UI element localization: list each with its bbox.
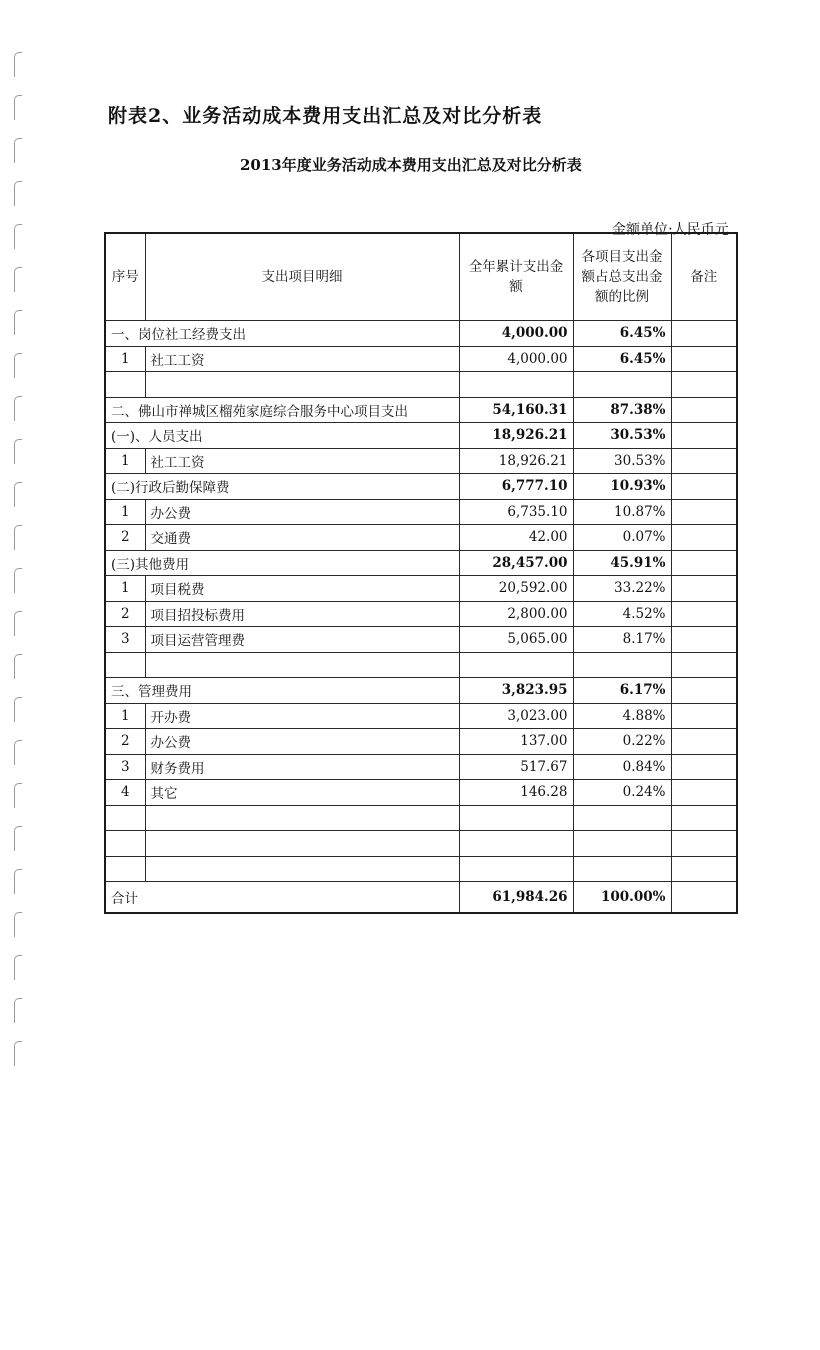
- seq-cell: 1: [105, 703, 145, 729]
- note-cell: [671, 372, 737, 398]
- note-cell: [671, 576, 737, 602]
- ratio-cell: [573, 652, 671, 678]
- section-label: (三)其他费用: [105, 550, 459, 576]
- seq-cell: 1: [105, 448, 145, 474]
- note-cell: [671, 856, 737, 882]
- section-row: [105, 397, 737, 423]
- section-label: (一)、人员支出: [105, 423, 459, 449]
- amount-cell: 137.00: [459, 729, 573, 755]
- seq-cell: 1: [105, 346, 145, 372]
- amount-cell: [459, 372, 573, 398]
- ratio-cell: 6.17%: [573, 678, 671, 704]
- blank-row: [105, 856, 737, 882]
- amount-cell: 42.00: [459, 525, 573, 551]
- amount-cell: 54,160.31: [459, 397, 573, 423]
- header-seq: 序号: [105, 233, 145, 321]
- table-row: [105, 525, 737, 551]
- seq-cell: 4: [105, 780, 145, 806]
- table-row: [105, 729, 737, 755]
- ratio-cell: 10.93%: [573, 474, 671, 500]
- note-cell: [671, 831, 737, 857]
- note-cell: [671, 703, 737, 729]
- table-row: [105, 780, 737, 806]
- blank-row: [105, 805, 737, 831]
- table-header-row: [105, 233, 737, 321]
- amount-cell: 6,735.10: [459, 499, 573, 525]
- item-label: 社工工资: [145, 346, 459, 372]
- ratio-cell: 30.53%: [573, 423, 671, 449]
- ratio-cell: [573, 831, 671, 857]
- section-row: [105, 550, 737, 576]
- amount-cell: 2,800.00: [459, 601, 573, 627]
- amount-cell: 4,000.00: [459, 346, 573, 372]
- seq-cell: 2: [105, 601, 145, 627]
- note-cell: [671, 652, 737, 678]
- item-label: 办公费: [145, 729, 459, 755]
- note-cell: [671, 499, 737, 525]
- amount-cell: [459, 652, 573, 678]
- ratio-cell: 6.45%: [573, 321, 671, 347]
- seq-cell: 1: [105, 576, 145, 602]
- header-note: 备注: [671, 233, 737, 321]
- table-row: [105, 499, 737, 525]
- section-label: (二)行政后勤保障费: [105, 474, 459, 500]
- item-label: 项目招投标费用: [145, 601, 459, 627]
- ratio-cell: 0.07%: [573, 525, 671, 551]
- item-label: 项目运营管理费: [145, 627, 459, 653]
- note-cell: [671, 474, 737, 500]
- seq-cell: [105, 372, 145, 398]
- seq-cell: [105, 805, 145, 831]
- ratio-cell: 8.17%: [573, 627, 671, 653]
- note-cell: [671, 729, 737, 755]
- seq-cell: 2: [105, 525, 145, 551]
- ratio-cell: [573, 372, 671, 398]
- document-title: 2013年度业务活动成本费用支出汇总及对比分析表: [240, 156, 582, 174]
- header-item: 支出项目明细: [145, 233, 459, 321]
- note-cell: [671, 525, 737, 551]
- amount-cell: 3,023.00: [459, 703, 573, 729]
- ratio-cell: [573, 805, 671, 831]
- ratio-cell: [573, 856, 671, 882]
- note-cell: [671, 805, 737, 831]
- header-amount: 全年累计支出金额: [459, 233, 573, 321]
- note-cell: [671, 678, 737, 704]
- note-cell: [671, 448, 737, 474]
- section-label: 三、管理费用: [105, 678, 459, 704]
- amount-cell: 517.67: [459, 754, 573, 780]
- note-cell: [671, 882, 737, 914]
- currency-unit-note: 金额单位:人民币元: [612, 222, 729, 238]
- seq-cell: [105, 856, 145, 882]
- item-label: 办公费: [145, 499, 459, 525]
- table-row: [105, 754, 737, 780]
- note-cell: [671, 321, 737, 347]
- item-label: 开办费: [145, 703, 459, 729]
- seq-cell: [105, 831, 145, 857]
- amount-cell: 6,777.10: [459, 474, 573, 500]
- item-label: 项目税费: [145, 576, 459, 602]
- table-row: [105, 627, 737, 653]
- ratio-cell: 10.87%: [573, 499, 671, 525]
- item-label: [145, 805, 459, 831]
- section-row: [105, 423, 737, 449]
- note-cell: [671, 550, 737, 576]
- note-cell: [671, 627, 737, 653]
- item-label: [145, 652, 459, 678]
- item-label: 财务费用: [145, 754, 459, 780]
- item-label: 社工工资: [145, 448, 459, 474]
- table-row: [105, 703, 737, 729]
- ratio-cell: 4.52%: [573, 601, 671, 627]
- total-label: 合计: [105, 882, 459, 914]
- note-cell: [671, 397, 737, 423]
- ratio-cell: 45.91%: [573, 550, 671, 576]
- table-row: [105, 601, 737, 627]
- ratio-cell: 30.53%: [573, 448, 671, 474]
- amount-cell: 20,592.00: [459, 576, 573, 602]
- item-label: [145, 372, 459, 398]
- item-label: 其它: [145, 780, 459, 806]
- note-cell: [671, 346, 737, 372]
- section-row: [105, 321, 737, 347]
- note-cell: [671, 780, 737, 806]
- ratio-cell: 0.84%: [573, 754, 671, 780]
- amount-cell: 28,457.00: [459, 550, 573, 576]
- ratio-cell: 6.45%: [573, 346, 671, 372]
- blank-row: [105, 652, 737, 678]
- item-label: [145, 831, 459, 857]
- seq-cell: 1: [105, 499, 145, 525]
- ratio-cell: 33.22%: [573, 576, 671, 602]
- amount-cell: [459, 831, 573, 857]
- binding-holes: [14, 52, 28, 1084]
- amount-cell: [459, 805, 573, 831]
- item-label: 交通费: [145, 525, 459, 551]
- note-cell: [671, 423, 737, 449]
- amount-cell: 4,000.00: [459, 321, 573, 347]
- seq-cell: 3: [105, 754, 145, 780]
- item-label: [145, 856, 459, 882]
- amount-cell: 146.28: [459, 780, 573, 806]
- amount-cell: 61,984.26: [459, 882, 573, 914]
- document-heading: 附表2、业务活动成本费用支出汇总及对比分析表: [108, 105, 543, 127]
- ratio-cell: 100.00%: [573, 882, 671, 914]
- blank-row: [105, 831, 737, 857]
- section-label: 一、岗位社工经费支出: [105, 321, 459, 347]
- seq-cell: [105, 652, 145, 678]
- section-label: 二、佛山市禅城区榴苑家庭综合服务中心项目支出: [105, 397, 459, 423]
- note-cell: [671, 754, 737, 780]
- table-row: [105, 448, 737, 474]
- section-row: [105, 474, 737, 500]
- amount-cell: 3,823.95: [459, 678, 573, 704]
- ratio-cell: 4.88%: [573, 703, 671, 729]
- ratio-cell: 0.22%: [573, 729, 671, 755]
- section-row: [105, 678, 737, 704]
- ratio-cell: 0.24%: [573, 780, 671, 806]
- header-ratio: 各项目支出金额占总支出金额的比例: [573, 233, 671, 321]
- amount-cell: 18,926.21: [459, 448, 573, 474]
- amount-cell: [459, 856, 573, 882]
- amount-cell: 18,926.21: [459, 423, 573, 449]
- expense-summary-table: [104, 232, 738, 914]
- table-row: [105, 346, 737, 372]
- note-cell: [671, 601, 737, 627]
- seq-cell: 3: [105, 627, 145, 653]
- seq-cell: 2: [105, 729, 145, 755]
- ratio-cell: 87.38%: [573, 397, 671, 423]
- blank-row: [105, 372, 737, 398]
- amount-cell: 5,065.00: [459, 627, 573, 653]
- total-row: [105, 882, 737, 914]
- table-row: [105, 576, 737, 602]
